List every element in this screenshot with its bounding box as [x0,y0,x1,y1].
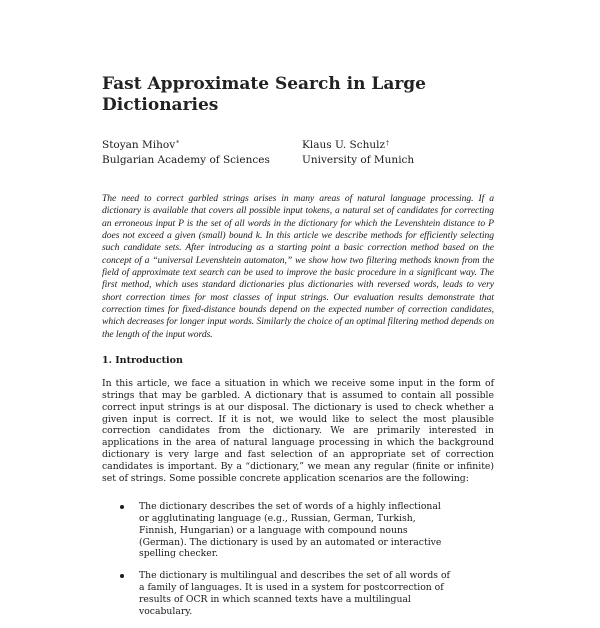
author-name [102,138,270,153]
bullet-icon [120,505,124,509]
author-block-1 [102,138,270,168]
author-affiliation: University of Munich [302,154,415,166]
intro-paragraph: In this article, we face a situation in which we receive some input in the form of strings that may be garbled. A dictionary that is assumed to contain all possible correct input strings is at our disposal. The dictionary is used to check whether a given input is correct. If it is not, we would like to select the most plausible correction candidates from the dictionary. We are primarily interested in applications in the area of natural language processing in which the background dictionary is very large and fast selection of an appropriate set of correction candidates is important. By a “dictionary,” we mean any regular (finite or infinite) set of strings. Some possible concrete application scenarios are the following: [102,378,494,484]
author-name-text: Stoyan Mihov [102,139,176,151]
abstract-text: The need to correct garbled strings arises in many areas of natural language processing. If a dictionary is available that covers all possible input tokens, a natural set of candidates for correcting an erroneous input P is the set of all words in the dictionary for which the Levenshtein distance to P does not exceed a given (small) bound k. In this article we describe methods for efficiently selecting such candidate sets. After introducing as a starting point a basic correction method based on the concept of a “universal Levenshtein automaton,” we show how two filtering methods known from the field of approximate text search can be used to improve the basic procedure in a significant way. The first method, which uses standard dictionaries plus dictionaries with reversed words, leads to very short correction times for most classes of input strings. Our evaluation results demonstrate that correction times for fixed-distance bounds depend on the expected number of correction candidates, which decreases for longer input words. Similarly the choice of an optimal filtering method depends on the length of the input words. [102,193,494,340]
author-footnote-mark: † [386,140,390,147]
author-footnote-mark: * [176,140,180,147]
list-item [102,501,451,560]
author-block-2 [302,138,414,168]
scenario-list [102,501,494,628]
author-name-text: Klaus U. Schulz [302,139,386,151]
author-name [302,138,414,153]
bullet-icon [120,574,124,578]
list-item [102,570,451,617]
paper-title: Fast Approximate Search in Large Dictionaries [102,74,426,115]
section-heading-introduction: 1. Introduction [102,355,183,366]
author-affiliation: Bulgarian Academy of Sciences [102,154,270,166]
list-item-text: The dictionary describes the set of words of a highly inflectional or agglutinating language (e.g., Russian, German, Turkish, Finnish, Hungarian) or a language with compound nouns (German). The dictionary is used by an automated or interactive spelling checker. [139,501,442,560]
list-item-text: The dictionary is multilingual and describes the set of all words of a family of languages. It is used in a system for postcorrection of results of OCR in which scanned texts have a multilingual vocabulary. [139,570,450,617]
